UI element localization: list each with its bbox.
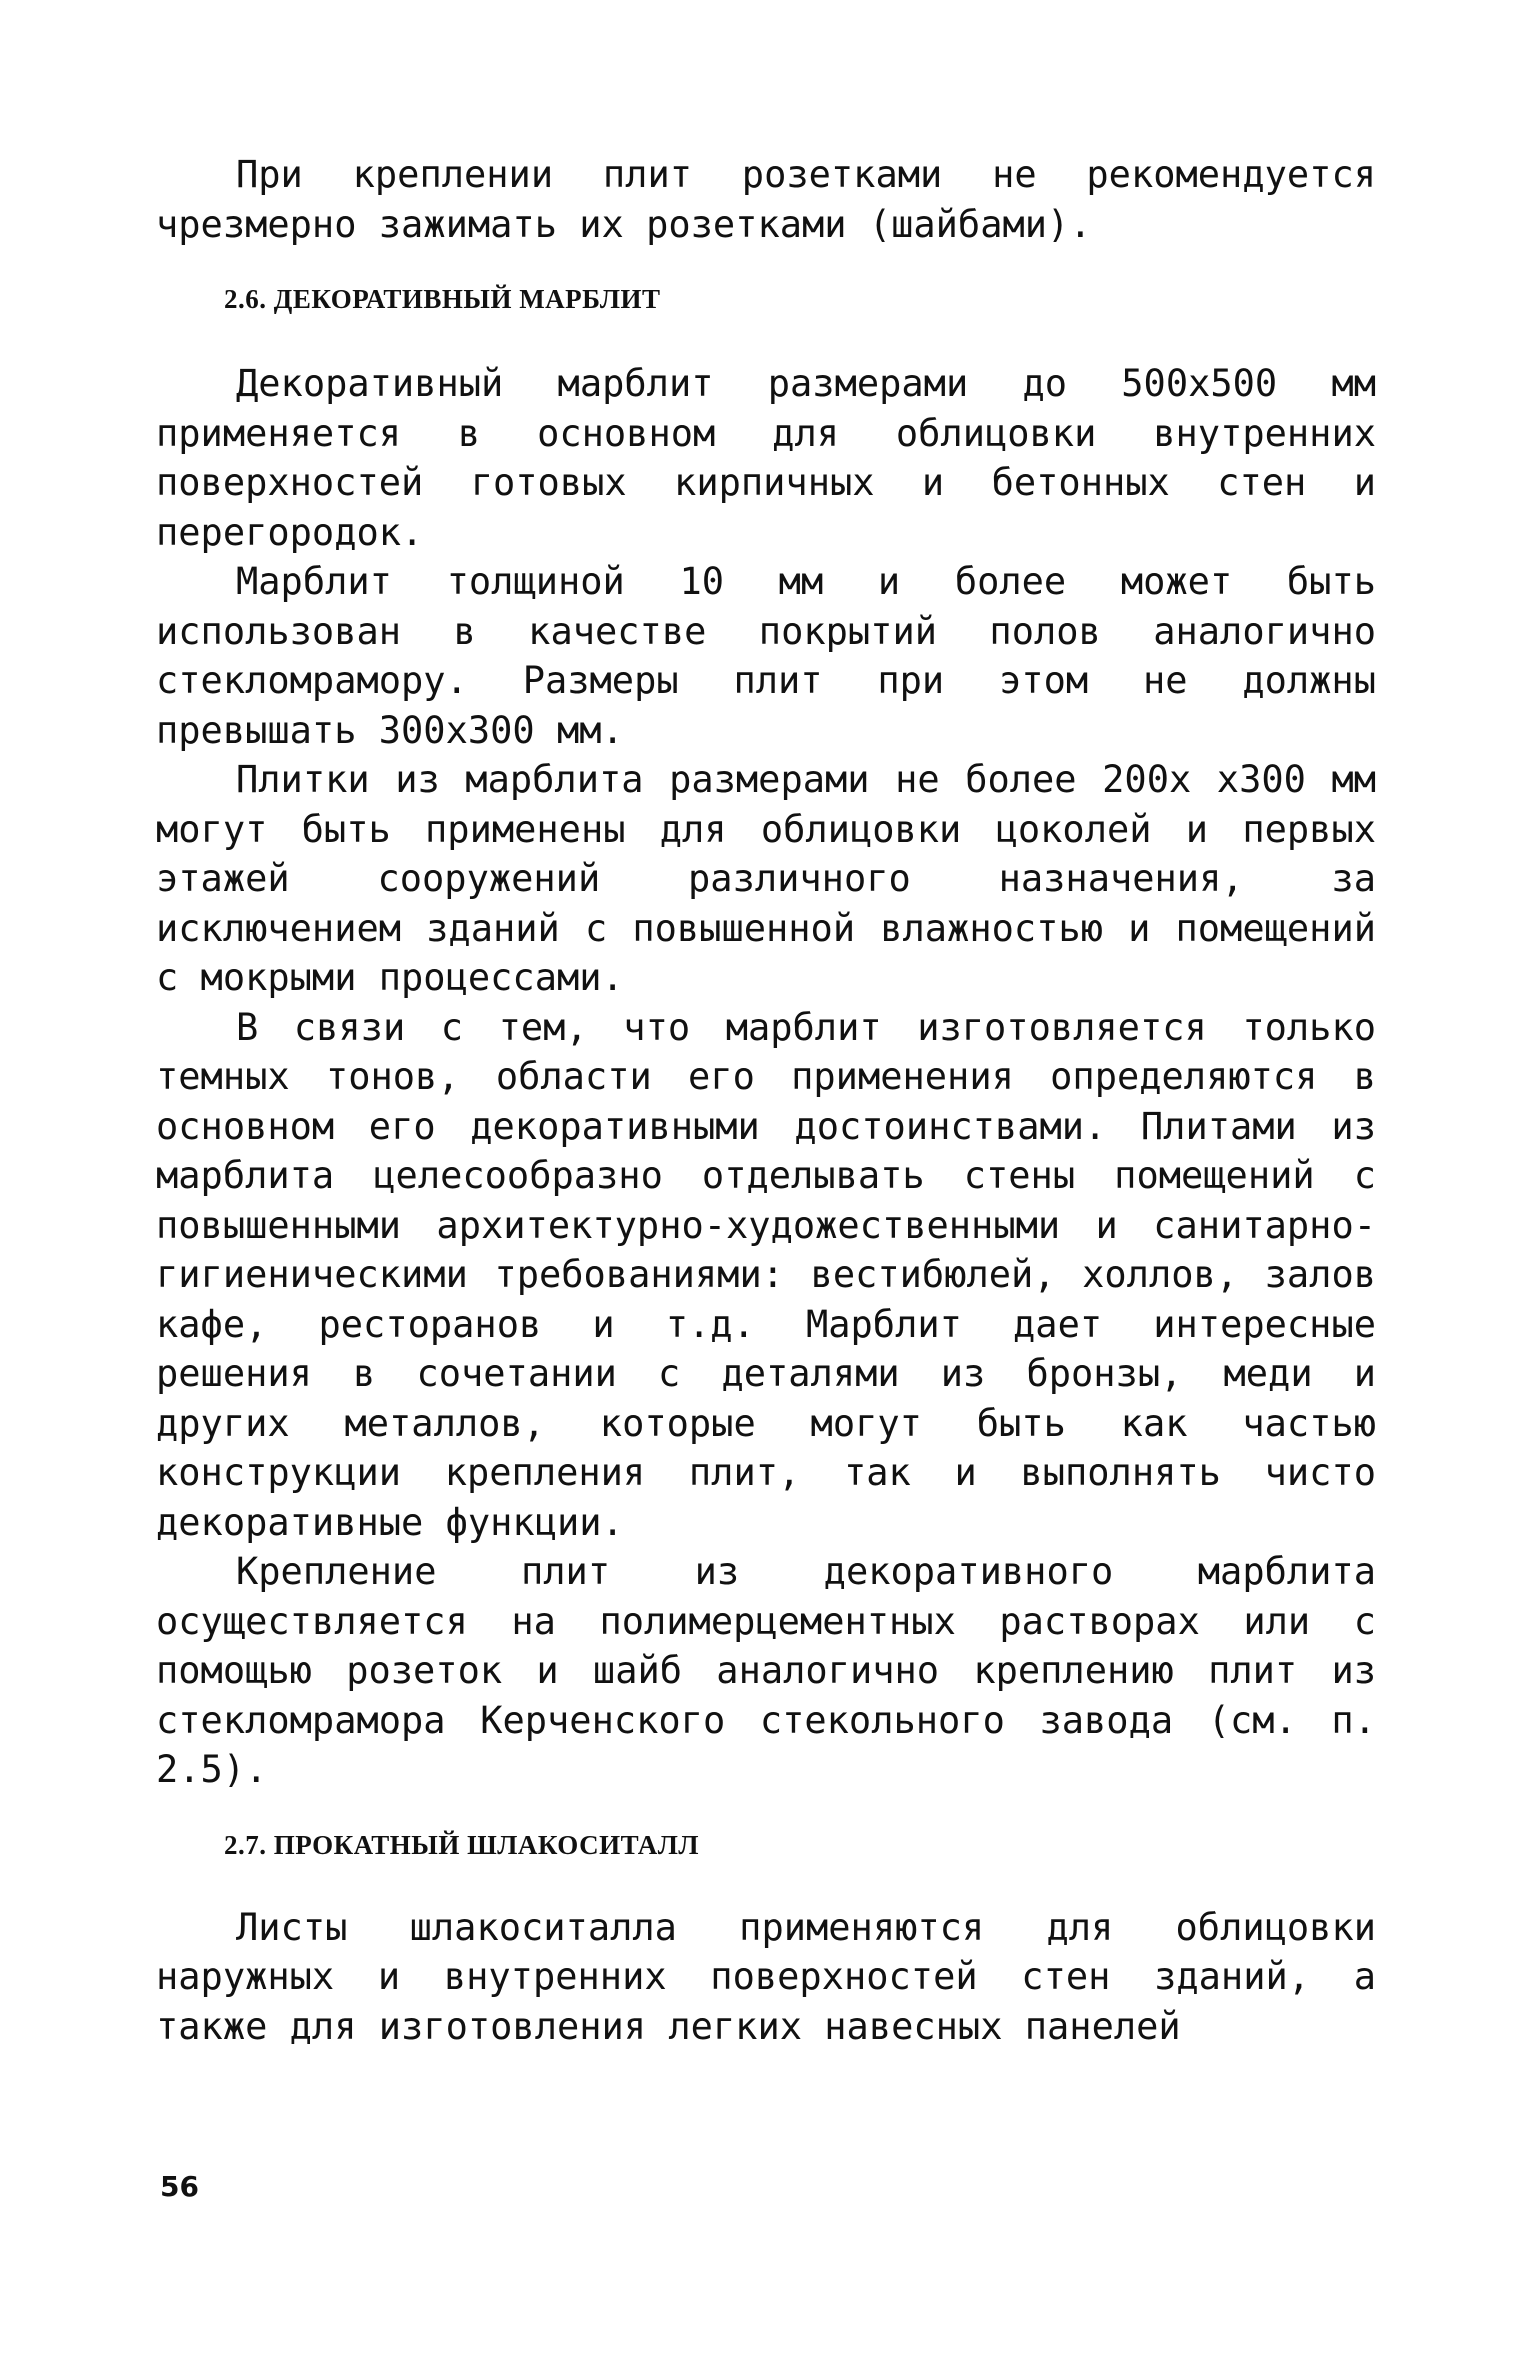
paragraph: В связи с тем, что марблит изготовляется только темных тонов, области его применения определяются в основном его декоративными достоинствами. Плитами из марблита целесообразно отделывать стены помещений с повышенными архитектурно-художественными и санитарно-гигиеническими требованиями: вестибюлей, холлов, залов кафе, ресторанов и т.д. Марблит дает интересные решения в сочетании с деталями из бронзы, меди и других металлов, которые могут быть как частью конструкции крепления плит, так и выполнять чисто декоративные функции. <box>156 1005 1376 1544</box>
section-heading-2-6: 2.6. ДЕКОРАТИВНЫЙ МАРБЛИТ <box>224 284 661 314</box>
section-2-6-body <box>156 359 1376 1795</box>
paragraph: Листы шлакоситалла применяются для облицовки наружных и внутренних поверхностей стен зданий, а также для изготовления легких навесных панелей <box>156 1905 1376 2048</box>
page-content <box>156 150 1376 2051</box>
paragraph: Крепление плит из декоративного марблита осуществляется на полимерцементных растворах или с помощью розеток и шайб аналогично креплению плит из стекломрамора Керченского стекольного завода (см. п. 2.5). <box>156 1550 1376 1791</box>
section-2-7-body <box>156 1903 1376 2052</box>
paragraph: Плитки из марблита размерами не более 200х х300 мм могут быть применены для облицовки цоколей и первых этажей сооружений различного назначения, за исключением зданий с повышенной влажностью и помещений с мокрыми процессами. <box>156 758 1376 999</box>
section-heading-2-7: 2.7. ПРОКАТНЫЙ ШЛАКОСИТАЛЛ <box>224 1829 699 1860</box>
intro-block <box>156 150 1376 249</box>
paragraph: Декоративный марблит размерами до 500х500 мм применяется в основном для облицовки внутренних поверхностей готовых кирпичных и бетонных стен и перегородок. <box>156 362 1376 554</box>
page-number: 56 <box>160 2170 199 2203</box>
intro-paragraph: При креплении плит розетками не рекомендуется чрезмерно зажимать их розетками (шайбами). <box>156 153 1376 246</box>
paragraph: Марблит толщиной 10 мм и более может быть использован в качестве покрытий полов аналогично стекломрамору. Размеры плит при этом не должны превышать 300х300 мм. <box>156 560 1376 752</box>
